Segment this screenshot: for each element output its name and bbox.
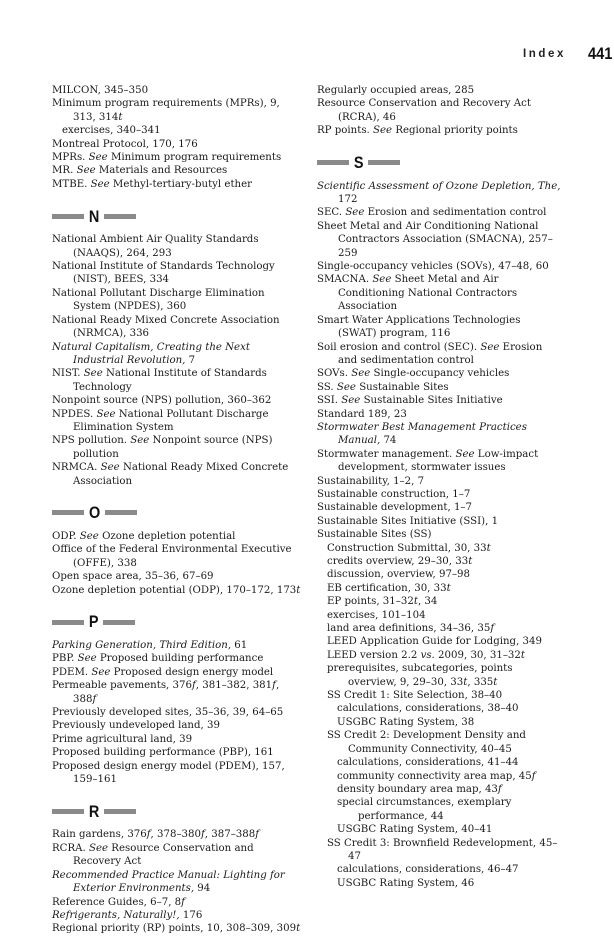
entry-text: Stormwater management. bbox=[317, 448, 456, 460]
index-entry bbox=[52, 719, 302, 732]
entry-text: NPS pollution. bbox=[52, 435, 131, 447]
entry-text: exercises, 101–104 bbox=[327, 609, 426, 621]
page-locator-suffix: f bbox=[191, 680, 196, 692]
index-entry bbox=[52, 733, 302, 746]
index-entry bbox=[52, 842, 302, 869]
entry-text: Erosion and sedimentation control bbox=[338, 341, 543, 366]
index-entry bbox=[317, 501, 562, 514]
index-entry bbox=[317, 97, 562, 124]
entry-text: SS Credit 2: Development Density and Community Connectivity, 40–45 bbox=[327, 730, 526, 755]
see-reference: See bbox=[341, 395, 361, 407]
letter-heading-s bbox=[317, 152, 562, 174]
entry-text: Proposed design energy model (PDEM), 157, 159–161 bbox=[52, 760, 285, 786]
entry-text: 172 bbox=[338, 194, 358, 206]
index-subentry bbox=[317, 595, 562, 608]
entry-text: credits overview, 29–30, 33 bbox=[327, 556, 469, 567]
running-head-title: Index bbox=[522, 48, 566, 60]
see-reference: See bbox=[83, 368, 103, 380]
entry-text: SMACNA. bbox=[317, 274, 373, 286]
index-entry bbox=[52, 394, 302, 407]
index-entry bbox=[317, 448, 562, 475]
entry-title-italic: Scientific Assessment of Ozone Depletion, The, bbox=[317, 180, 561, 192]
index-entry bbox=[52, 151, 302, 164]
entry-text: Regional priority (RP) points, 10, 308–309, 309 bbox=[52, 923, 297, 935]
entry-title-italic: Recommended Practice Manual: Lighting for Exterior Environments, bbox=[52, 869, 285, 895]
index-group-p bbox=[52, 639, 302, 786]
index-entry bbox=[52, 178, 302, 191]
see-reference: See bbox=[373, 125, 393, 137]
entry-text: RP points. bbox=[317, 125, 374, 137]
index-subentry bbox=[317, 635, 562, 648]
index-entry bbox=[52, 138, 302, 151]
index-entry bbox=[52, 922, 302, 935]
entry-text: Montreal Protocol, 170, 176 bbox=[52, 138, 198, 150]
index-subentry-level2 bbox=[317, 756, 562, 769]
entry-text: discussion, overview, 97–98 bbox=[327, 569, 470, 581]
entry-text: NPDES. bbox=[52, 408, 97, 420]
entry-text: , 381–382, 381 bbox=[195, 680, 273, 692]
entry-text: Proposed building performance (PBP), 161 bbox=[52, 747, 274, 759]
index-subentry bbox=[317, 555, 562, 568]
index-entry bbox=[52, 828, 302, 841]
index-subentry-level2 bbox=[317, 770, 562, 783]
index-subentry bbox=[317, 622, 562, 635]
entry-text: MTBE. bbox=[52, 178, 91, 190]
page-locator-suffix: t bbox=[296, 923, 301, 935]
index-subentry bbox=[317, 568, 562, 581]
entry-text: USGBC Rating System, 40–41 bbox=[337, 824, 493, 836]
page-locator-suffix: t bbox=[296, 584, 301, 596]
entry-text: MILCON, 345–350 bbox=[52, 85, 149, 96]
entry-text: Sheet Metal and Air Conditioning National Contractors Association bbox=[338, 274, 518, 313]
see-reference: See bbox=[88, 152, 108, 164]
entry-text: PDEM. bbox=[52, 666, 92, 678]
index-entry bbox=[52, 666, 302, 679]
index-entry bbox=[52, 260, 302, 287]
index-group-r bbox=[52, 828, 302, 935]
see-reference: See bbox=[79, 530, 99, 542]
entry-text: Nonpoint source (NPS) pollution bbox=[73, 435, 273, 460]
index-subentry-level2 bbox=[317, 716, 562, 729]
page-locator-suffix: f bbox=[272, 680, 276, 692]
entry-text: Single-occupancy vehicles bbox=[370, 368, 510, 380]
entry-text: Office of the Federal Environmental Executive (OFFE), 338 bbox=[52, 544, 292, 569]
entry-text: 176 bbox=[179, 909, 203, 921]
index-entry bbox=[52, 746, 302, 759]
index-entry bbox=[52, 760, 302, 787]
see-reference: See bbox=[96, 408, 116, 420]
entry-text: SS Credit 1: Site Selection, 38–40 bbox=[327, 690, 503, 702]
letter-heading-o bbox=[52, 502, 302, 524]
entry-text: 61 bbox=[231, 640, 248, 651]
index-subentry-level2 bbox=[317, 796, 562, 823]
entry-text: USGBC Rating System, 46 bbox=[337, 877, 475, 889]
entry-title-italic: Parking Generation, Third Edition, bbox=[52, 640, 232, 651]
see-reference: See bbox=[88, 842, 109, 854]
page-locator-suffix: t bbox=[486, 542, 491, 554]
index-entry bbox=[52, 164, 302, 177]
entry-title-italic: Natural Capitalism, Creating the Next Industrial Revolution, bbox=[52, 341, 250, 366]
see-reference: See bbox=[351, 368, 371, 380]
index-entry bbox=[317, 84, 562, 97]
entry-text: Sheet Metal and Air Conditioning National Contractors Association (SMACNA), 257–259 bbox=[317, 220, 553, 259]
entry-text: SSI. bbox=[317, 395, 342, 407]
entry-text: 94 bbox=[194, 883, 211, 895]
index-entry bbox=[317, 528, 562, 541]
see-reference: See bbox=[130, 435, 150, 447]
page-locator-suffix: t bbox=[446, 582, 451, 594]
entry-text: Sustainable development, 1–7 bbox=[317, 502, 473, 514]
index-entry bbox=[52, 869, 302, 896]
heading-rule bbox=[103, 620, 135, 625]
index-entry bbox=[52, 341, 302, 368]
entry-text: Resource Conservation and Recovery Act bbox=[73, 842, 254, 868]
entry-text: Minimum program requirements (MPRs), 9, 313, 314 bbox=[52, 98, 280, 123]
see-reference: See bbox=[455, 448, 475, 460]
entry-text: prerequisites, subcategories, points overview, 9, 29–30, 33 bbox=[327, 663, 513, 688]
entry-text: Proposed building performance bbox=[96, 653, 264, 665]
heading-rule bbox=[105, 510, 137, 515]
entry-text: Materials and Resources bbox=[95, 165, 228, 177]
page-locator-suffix: t bbox=[493, 676, 498, 688]
see-reference: See bbox=[76, 165, 96, 177]
page-locator-suffix: t bbox=[520, 649, 526, 661]
entry-text: calculations, considerations, 41–44 bbox=[337, 757, 519, 769]
versus-abbrev: vs. bbox=[420, 649, 435, 661]
heading-rule bbox=[104, 809, 136, 814]
entry-text: land area definitions, 34–36, 35 bbox=[327, 623, 491, 635]
see-reference: See bbox=[372, 274, 392, 286]
page-locator-suffix: t bbox=[463, 676, 468, 688]
entry-text: Standard 189, 23 bbox=[317, 408, 407, 420]
see-reference: See bbox=[91, 666, 111, 678]
entry-text: density boundary area map, 43 bbox=[337, 783, 498, 795]
index-subentry bbox=[317, 662, 562, 689]
index-entry bbox=[52, 679, 302, 706]
entry-text: , 388 bbox=[73, 680, 280, 705]
page-locator-suffix: f bbox=[92, 693, 97, 705]
see-reference: See bbox=[345, 207, 365, 219]
index-column-right bbox=[317, 84, 562, 890]
index-subentry-level2 bbox=[317, 783, 562, 796]
entry-text: EP points, 31–32 bbox=[327, 596, 414, 608]
page-locator-suffix: f bbox=[531, 770, 536, 782]
entry-text: National Pollutant Discharge Elimination System (NPDES), 360 bbox=[52, 287, 265, 313]
index-entry bbox=[52, 84, 302, 97]
index-group-o bbox=[52, 530, 302, 597]
entry-text: , 378–380 bbox=[150, 829, 202, 841]
entry-text: Open space area, 35–36, 67–69 bbox=[52, 571, 214, 583]
entry-text: Proposed design energy model bbox=[110, 666, 274, 678]
entry-text: Ozone depletion potential (ODP), 170–172, 173 bbox=[52, 584, 297, 596]
entry-text: exercises, 340–341 bbox=[62, 125, 161, 137]
index-entry bbox=[52, 233, 302, 260]
entry-text: RCRA. bbox=[52, 842, 89, 854]
entry-text: National Institute of Standards Technology (NIST), BEES, 334 bbox=[52, 261, 275, 286]
entry-text: Low-impact development, stormwater issues bbox=[338, 448, 539, 474]
index-subentry-level2 bbox=[317, 702, 562, 715]
page-locator-suffix: t bbox=[413, 596, 418, 608]
letter-heading-r bbox=[52, 800, 302, 822]
index-subentry bbox=[317, 729, 562, 756]
see-reference: See bbox=[77, 653, 97, 665]
index-subentry bbox=[317, 582, 562, 595]
index-entry bbox=[317, 488, 562, 501]
entry-text: Previously developed sites, 35–36, 39, 64–65 bbox=[52, 707, 284, 719]
entry-text: Reference Guides, 6–7, 8 bbox=[52, 896, 182, 908]
index-subentry bbox=[317, 689, 562, 702]
index-entry bbox=[52, 909, 302, 922]
index-entry bbox=[317, 394, 562, 407]
entry-text: SS Credit 3: Brownfield Redevelopment, 45–47 bbox=[327, 837, 558, 862]
entry-text: PBP. bbox=[52, 653, 78, 665]
index-entry bbox=[317, 260, 562, 273]
entry-text: calculations, considerations, 38–40 bbox=[337, 703, 519, 715]
index-entry bbox=[317, 408, 562, 421]
entry-text: Sustainable Sites Initiative bbox=[360, 395, 503, 407]
index-entry bbox=[317, 367, 562, 380]
letter-heading-n bbox=[52, 205, 302, 227]
index-entry bbox=[317, 220, 562, 260]
index-entry bbox=[52, 97, 302, 124]
index-entry bbox=[52, 706, 302, 719]
entry-text: Permeable pavements, 376 bbox=[52, 680, 192, 692]
entry-text: LEED version 2.2 bbox=[327, 649, 421, 661]
index-entry bbox=[52, 367, 302, 394]
entry-text: National Ambient Air Quality Standards (NAAQS), 264, 293 bbox=[52, 234, 259, 259]
entry-title-italic: Stormwater Best Management Practices Manual, bbox=[317, 421, 527, 447]
letter-r: R bbox=[88, 801, 100, 821]
index-entry bbox=[317, 515, 562, 528]
entry-text: 2009, 30, 31–32 bbox=[434, 649, 521, 661]
entry-text: Rain gardens, 376 bbox=[52, 829, 147, 841]
entry-text: USGBC Rating System, 38 bbox=[337, 716, 475, 728]
index-entry bbox=[317, 124, 562, 137]
entry-text: NRMCA. bbox=[52, 462, 101, 474]
index-column-left bbox=[52, 84, 302, 936]
page-number: 441 bbox=[587, 44, 612, 63]
entry-text: calculations, considerations, 46–47 bbox=[337, 864, 519, 876]
entry-text: community connectivity area map, 45 bbox=[337, 770, 532, 782]
entry-text: Sustainable Sites Initiative (SSI), 1 bbox=[317, 515, 499, 527]
entry-text: Previously undeveloped land, 39 bbox=[52, 720, 220, 732]
entry-text: ODP. bbox=[52, 530, 80, 542]
entry-text: Erosion and sedimentation control bbox=[364, 207, 547, 219]
page-locator-suffix: t bbox=[468, 556, 473, 567]
running-header bbox=[0, 44, 614, 66]
index-group-m bbox=[52, 84, 302, 191]
see-reference: See bbox=[480, 341, 500, 353]
index-entry bbox=[317, 381, 562, 394]
index-subentry-level2 bbox=[317, 823, 562, 836]
entry-text: Minimum program requirements bbox=[107, 152, 282, 164]
page-locator-suffix: f bbox=[490, 623, 495, 635]
index-group-s bbox=[317, 180, 562, 891]
page-locator-suffix: t bbox=[118, 111, 123, 123]
entry-text: 74 bbox=[380, 435, 397, 447]
index-entry bbox=[52, 530, 302, 543]
entry-text: NIST. bbox=[52, 368, 84, 380]
entry-text: National Institute of Standards Technology bbox=[73, 368, 267, 393]
index-entry bbox=[317, 421, 562, 448]
index-entry bbox=[317, 314, 562, 341]
entry-text: National Pollutant Discharge Elimination System bbox=[73, 408, 269, 433]
entry-text: SOVs. bbox=[317, 368, 352, 380]
entry-text: MPRs. bbox=[52, 152, 89, 164]
index-entry bbox=[52, 408, 302, 435]
page-locator-suffix: f bbox=[497, 783, 502, 795]
page-locator-suffix: f bbox=[181, 896, 185, 908]
index-group-r-continued bbox=[317, 84, 562, 138]
heading-rule bbox=[104, 214, 136, 219]
entry-text: EB certification, 30, 33 bbox=[327, 582, 447, 594]
see-reference: See bbox=[336, 381, 356, 393]
letter-n: N bbox=[88, 206, 100, 226]
index-entry bbox=[52, 461, 302, 488]
entry-text: Prime agricultural land, 39 bbox=[52, 733, 193, 745]
index-subentry-level2 bbox=[317, 877, 562, 890]
page-locator-suffix: f bbox=[255, 829, 260, 841]
entry-text: MR. bbox=[52, 165, 77, 177]
index-entry bbox=[52, 896, 302, 909]
index-entry bbox=[52, 570, 302, 583]
entry-text: , 335 bbox=[467, 676, 494, 688]
heading-rule bbox=[52, 809, 84, 814]
index-subentry bbox=[317, 837, 562, 864]
index-entry bbox=[317, 180, 562, 207]
heading-rule bbox=[317, 160, 349, 165]
index-entry bbox=[52, 434, 302, 461]
letter-o: O bbox=[88, 503, 101, 523]
index-subentry bbox=[317, 609, 562, 622]
entry-text: Sustainability, 1–2, 7 bbox=[317, 475, 425, 487]
page-locator-suffix: f bbox=[201, 829, 205, 841]
entry-text: National Ready Mixed Concrete Association (NRMCA), 336 bbox=[52, 314, 280, 340]
entry-text: , 387–388 bbox=[204, 829, 256, 841]
index-group-n bbox=[52, 233, 302, 488]
index-entry bbox=[317, 206, 562, 219]
entry-text: Methyl-tertiary-butyl ether bbox=[109, 178, 252, 190]
index-entry bbox=[317, 273, 562, 313]
entry-text: Sustainable construction, 1–7 bbox=[317, 488, 471, 500]
page-locator-suffix: f bbox=[146, 829, 151, 841]
index-entry bbox=[52, 314, 302, 341]
entry-text: Sustainable Sites bbox=[355, 381, 449, 393]
see-reference: See bbox=[90, 178, 110, 190]
see-reference: See bbox=[100, 462, 120, 474]
entry-text: National Ready Mixed Concrete Association bbox=[73, 462, 289, 487]
index-entry bbox=[52, 287, 302, 314]
entry-text: Soil erosion and control (SEC). bbox=[317, 341, 481, 353]
entry-text: special circumstances, exemplary performance, 44 bbox=[337, 797, 512, 822]
entry-title-italic: Refrigerants, Naturally!, bbox=[52, 909, 180, 921]
letter-s: S bbox=[353, 152, 364, 172]
entry-text: Construction Submittal, 30, 33 bbox=[327, 542, 487, 554]
entry-text: LEED Application Guide for Lodging, 349 bbox=[327, 636, 542, 648]
letter-heading-p bbox=[52, 611, 302, 633]
index-subentry bbox=[317, 649, 562, 662]
entry-text: Smart Water Applications Technologies (SWAT) program, 116 bbox=[317, 314, 521, 340]
entry-text: Ozone depletion potential bbox=[98, 530, 236, 542]
heading-rule bbox=[52, 214, 84, 219]
entry-text: SEC. bbox=[317, 207, 346, 219]
heading-rule bbox=[52, 510, 84, 515]
index-entry bbox=[52, 639, 302, 652]
entry-text: Regularly occupied areas, 285 bbox=[317, 85, 475, 96]
entry-text: Resource Conservation and Recovery Act (RCRA), 46 bbox=[317, 98, 531, 123]
entry-text: SS. bbox=[317, 381, 337, 393]
entry-text: 7 bbox=[185, 354, 196, 366]
entry-text: , 34 bbox=[417, 596, 438, 608]
entry-text: Nonpoint source (NPS) pollution, 360–362 bbox=[52, 395, 272, 407]
index-subentry bbox=[52, 124, 302, 137]
entry-text: Sustainable Sites (SS) bbox=[317, 529, 432, 541]
index-entry bbox=[52, 652, 302, 665]
heading-rule bbox=[368, 160, 400, 165]
index-entry bbox=[52, 584, 302, 597]
heading-rule bbox=[52, 620, 84, 625]
index-entry bbox=[317, 341, 562, 368]
index-entry bbox=[317, 475, 562, 488]
index-subentry bbox=[317, 542, 562, 555]
letter-p: P bbox=[88, 612, 99, 632]
entry-text: Single-occupancy vehicles (SOVs), 47–48, 60 bbox=[317, 261, 549, 273]
entry-text: Regional priority points bbox=[392, 125, 518, 137]
index-entry bbox=[52, 543, 302, 570]
index-subentry-level2 bbox=[317, 863, 562, 876]
